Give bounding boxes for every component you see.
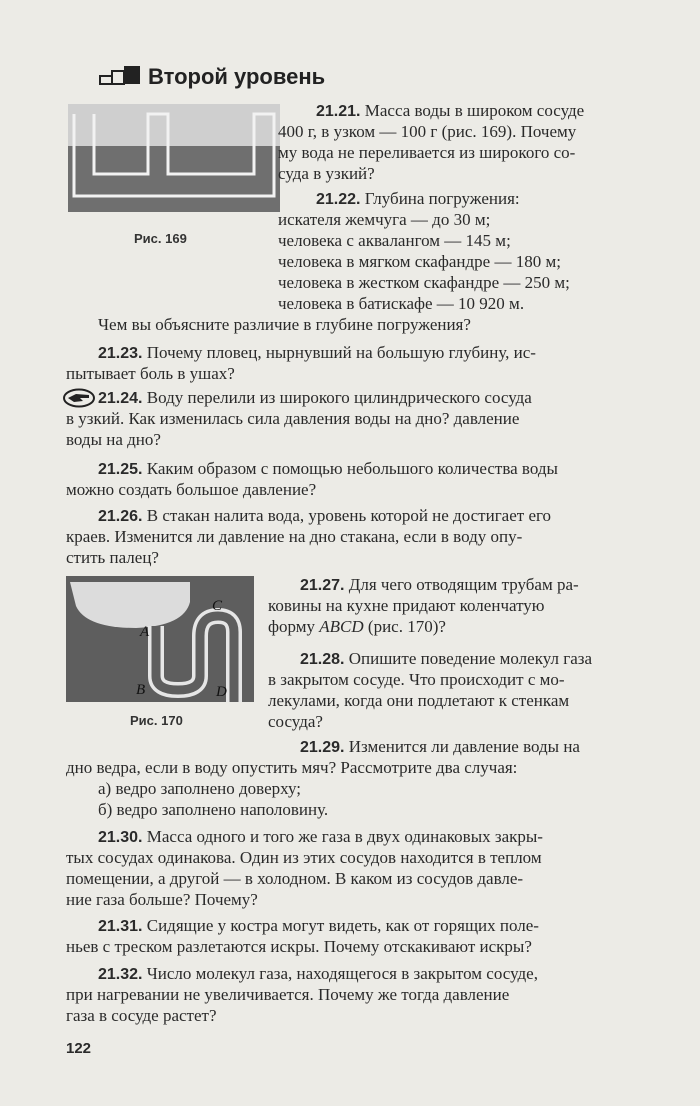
problem-21-29-line-2: дно ведра, если в воду опустить мяч? Рассмотрите два случая: — [66, 758, 518, 777]
figure-170-sink-trap — [66, 576, 254, 702]
problem-21-26-line-2: краев. Изменится ли давление на дно стакана, если в воду опу- — [66, 527, 523, 546]
problem-number: 21.22. — [316, 191, 361, 208]
problem-21-25-line-2: можно создать большое давление? — [66, 480, 317, 499]
problem-21-32-line-1: 21.32. Число молекул газа, находящегося в закрытом сосуде, — [98, 964, 538, 983]
problem-number: 21.25. — [98, 461, 143, 478]
problem-21-27-line-3: форму ABCD (рис. 170)? — [268, 617, 446, 636]
problem-number: 21.30. — [98, 829, 143, 846]
problem-21-24-line-3: воды на дно? — [66, 430, 161, 449]
problem-21-27-line-1: 21.27. Для чего отводящим трубам ра- — [300, 575, 579, 594]
problem-21-28-line-1: 21.28. Опишите поведение молекул газа — [300, 649, 592, 668]
fig170-label-b: B — [136, 682, 146, 698]
figure-170-caption: Рис. 170 — [130, 713, 183, 728]
problem-number: 21.29. — [300, 739, 345, 756]
problem-21-28-line-3: лекулами, когда они подлетают к стенкам — [268, 691, 570, 710]
problem-21-22-line-4: человека в мягком скафандре — 180 м; — [278, 252, 561, 271]
problem-21-28-line-4: сосуда? — [268, 712, 323, 731]
problem-number: 21.21. — [316, 103, 361, 120]
problem-21-21-line-1: 21.21. Масса воды в широком сосуде — [316, 101, 585, 120]
problem-number: 21.27. — [300, 577, 345, 594]
problem-number: 21.23. — [98, 345, 143, 362]
problem-21-32-line-2: при нагревании не увеличивается. Почему же тогда давление — [66, 985, 510, 1004]
pointing-hand-icon — [62, 388, 96, 408]
problem-number: 21.28. — [300, 651, 345, 668]
problem-21-29-line-4: б) ведро заполнено наполовину. — [98, 800, 329, 819]
abcd-label: ABCD — [319, 617, 364, 636]
problem-21-23-line-2: пытывает боль в ушах? — [66, 364, 235, 383]
level-steps-icon — [98, 64, 144, 86]
problem-number: 21.26. — [98, 508, 143, 525]
problem-number: 21.31. — [98, 918, 143, 935]
problem-21-22-line-1: 21.22. Глубина погружения: — [316, 189, 520, 208]
problem-21-21-line-3: му вода не переливается из широкого со- — [278, 143, 576, 162]
problem-21-21-line-4: суда в узкий? — [278, 164, 375, 183]
problem-21-27-line-2: ковины на кухне придают коленчатую — [268, 596, 545, 615]
problem-21-21-line-2: 400 г, в узком — 100 г (рис. 169). Почему — [278, 122, 577, 141]
problem-21-22-line-5: человека в жестком скафандре — 250 м; — [278, 273, 570, 292]
section-title: Второй уровень — [148, 64, 326, 89]
problem-21-22-line-3: человека с аквалангом — 145 м; — [278, 231, 511, 250]
problem-21-30-line-2: тых сосудах одинакова. Один из этих сосудов находится в теплом — [66, 848, 542, 867]
problem-21-24-line-1: 21.24. Воду перелили из широкого цилиндрического сосуда — [98, 388, 532, 407]
fig170-label-c: C — [212, 598, 223, 614]
problem-number: 21.32. — [98, 966, 143, 983]
problem-21-29-line-3: а) ведро заполнено доверху; — [98, 779, 301, 798]
fig170-label-a: A — [140, 624, 150, 640]
problem-21-24-line-2: в узкий. Как изменилась сила давления воды на дно? давление — [66, 409, 520, 428]
problem-21-26-line-3: стить палец? — [66, 548, 159, 567]
problem-number: 21.24. — [98, 390, 143, 407]
fig170-label-d: D — [216, 684, 227, 700]
problem-21-23-line-1: 21.23. Почему пловец, нырнувший на большую глубину, ис- — [98, 343, 536, 362]
page-number: 122 — [66, 1040, 92, 1057]
problem-21-29-line-1: 21.29. Изменится ли давление воды на — [300, 737, 580, 756]
problem-21-32-line-3: газа в сосуде растет? — [66, 1006, 217, 1025]
problem-21-22-line-7: Чем вы объясните различие в глубине погружения? — [98, 315, 471, 334]
problem-21-25-line-1: 21.25. Каким образом с помощью небольшого количества воды — [98, 459, 558, 478]
problem-21-30-line-3: помещении, а другой — в холодном. В каком из сосудов давле- — [66, 869, 524, 888]
figure-169-vessels — [68, 104, 280, 212]
problem-21-30-line-4: ние газа больше? Почему? — [66, 890, 258, 909]
problem-21-31-line-2: ньев с треском разлетаются искры. Почему отскакивают искры? — [66, 937, 532, 956]
figure-169-caption: Рис. 169 — [134, 231, 187, 246]
problem-21-30-line-1: 21.30. Масса одного и того же газа в двух одинаковых закры- — [98, 827, 543, 846]
problem-21-26-line-1: 21.26. В стакан налита вода, уровень которой не достигает его — [98, 506, 552, 525]
problem-21-28-line-2: в закрытом сосуде. Что происходит с мо- — [268, 670, 565, 689]
problem-21-22-line-2: искателя жемчуга — до 30 м; — [278, 210, 491, 229]
problem-21-31-line-1: 21.31. Сидящие у костра могут видеть, как от горящих поле- — [98, 916, 539, 935]
problem-21-22-line-6: человека в батискафе — 10 920 м. — [278, 294, 525, 313]
